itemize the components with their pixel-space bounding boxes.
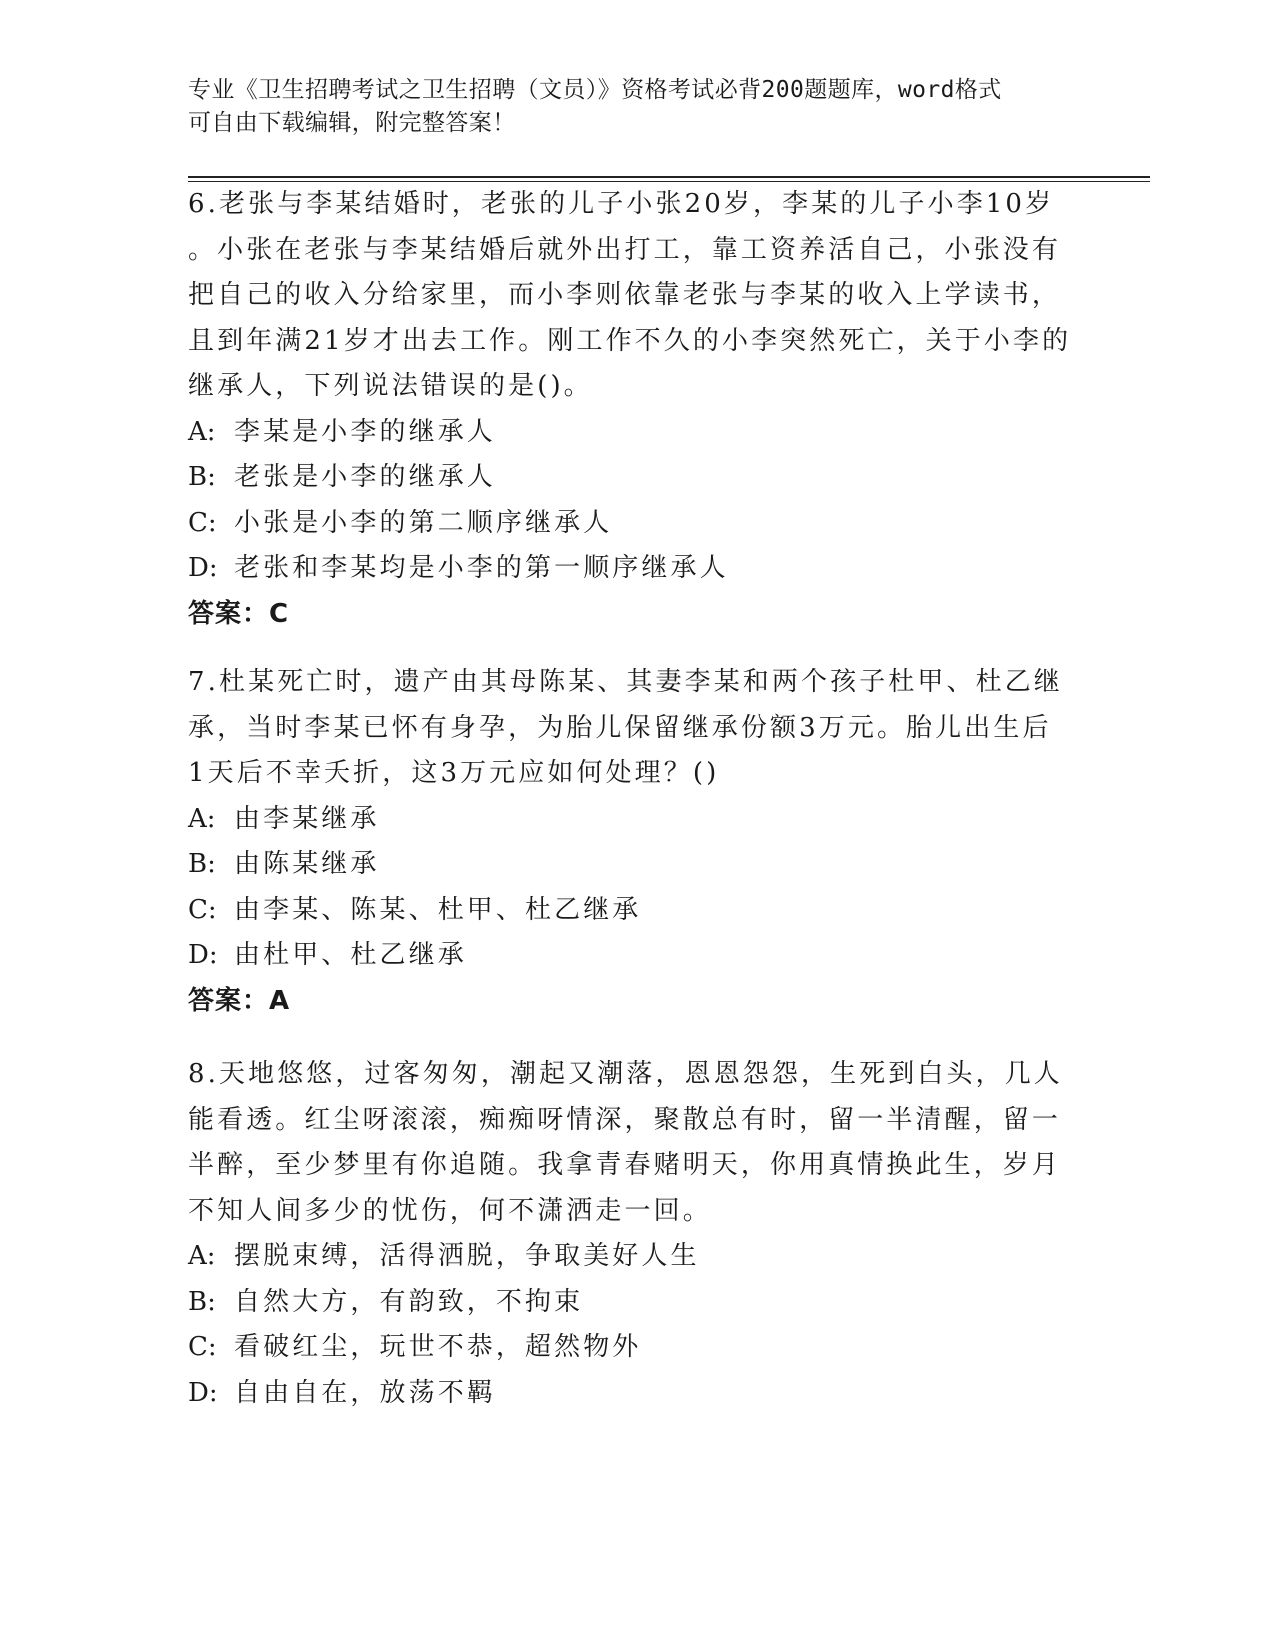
option-letter: A: <box>188 1241 216 1271</box>
question-8 <box>188 1052 1088 1416</box>
header-line-1: 专业《卫生招聘考试之卫生招聘（文员）》资格考试必背200题题库，word格式 <box>188 77 1002 103</box>
header-divider-thick <box>188 176 1150 178</box>
option-text: 由杜甲、杜乙继承 <box>234 940 467 970</box>
option-letter: B: <box>188 462 216 492</box>
question-line: 能看透。红尘呀滚滚，痴痴呀情深，聚散总有时，留一半清醒，留一 <box>188 1104 1062 1135</box>
option-a <box>188 1234 1088 1280</box>
option-text: 摆脱束缚，活得洒脱，争取美好人生 <box>234 1241 700 1271</box>
option-letter: D: <box>188 553 218 583</box>
option-text: 小张是小李的第二顺序继承人 <box>234 507 613 538</box>
question-line: 不知人间多少的忧伤，何不潇洒走一回。 <box>188 1195 712 1226</box>
answer-label: 答案：A <box>188 985 291 1016</box>
question-line: 1天后不幸夭折，这3万元应如何处理？() <box>188 758 720 788</box>
option-letter: D: <box>188 940 218 970</box>
question-line: 继承人，下列说法错误的是()。 <box>188 371 593 401</box>
option-c <box>188 1325 1088 1371</box>
option-letter: A: <box>188 416 216 447</box>
option-a <box>188 410 1088 456</box>
option-letter: D: <box>188 1377 218 1408</box>
option-letter: C: <box>188 507 217 538</box>
header-line-2: 可自由下载编辑，附完整答案！ <box>188 110 516 136</box>
question-line: 把自己的收入分给家里，而小李则依靠老张与李某的收入上学读书， <box>188 280 1062 310</box>
question-line: 。小张在老张与李某结婚后就外出打工，靠工资养活自己，小张没有 <box>188 234 1062 265</box>
option-b <box>188 1280 1088 1326</box>
option-b <box>188 842 1088 888</box>
option-b <box>188 455 1088 501</box>
option-c <box>188 888 1088 934</box>
question-line: 承，当时李某已怀有身孕，为胎儿保留继承份额3万元。胎儿出生后 <box>188 712 1052 743</box>
question-7 <box>188 660 1088 1024</box>
option-letter: C: <box>188 894 217 925</box>
option-text: 由李某、陈某、杜甲、杜乙继承 <box>234 894 642 925</box>
option-d <box>188 546 1088 592</box>
option-d <box>188 1371 1088 1417</box>
question-line: 且到年满21岁才出去工作。刚工作不久的小李突然死亡，关于小李的 <box>188 325 1072 356</box>
question-line: 半醉，至少梦里有你追随。我拿青春赌明天，你用真情换此生，岁月 <box>188 1150 1062 1180</box>
question-6 <box>188 182 1088 637</box>
question-line: 6.老张与李某结婚时，老张的儿子小张20岁，李某的儿子小李10岁 <box>188 189 1055 219</box>
option-text: 自由自在，放荡不羁 <box>234 1377 496 1408</box>
option-a <box>188 797 1088 843</box>
answer-label: 答案：C <box>188 598 290 629</box>
option-letter: B: <box>188 849 216 879</box>
option-text: 李某是小李的继承人 <box>234 416 496 447</box>
option-letter: C: <box>188 1332 217 1362</box>
option-text: 自然大方，有韵致，不拘束 <box>234 1286 584 1317</box>
option-letter: B: <box>188 1286 216 1317</box>
option-d <box>188 933 1088 979</box>
option-text: 由陈某继承 <box>234 849 380 879</box>
question-line: 8.天地悠悠，过客匆匆，潮起又潮落，恩恩怨怨，生死到白头，几人 <box>188 1059 1063 1089</box>
question-line: 7.杜某死亡时，遗产由其母陈某、其妻李某和两个孩子杜甲、杜乙继 <box>188 667 1063 697</box>
option-text: 由李某继承 <box>234 803 380 834</box>
document-header <box>188 74 1088 140</box>
option-text: 老张是小李的继承人 <box>234 462 496 492</box>
option-letter: A: <box>188 803 216 834</box>
option-c <box>188 501 1088 547</box>
option-text: 看破红尘，玩世不恭，超然物外 <box>234 1332 642 1362</box>
option-text: 老张和李某均是小李的第一顺序继承人 <box>234 553 729 583</box>
